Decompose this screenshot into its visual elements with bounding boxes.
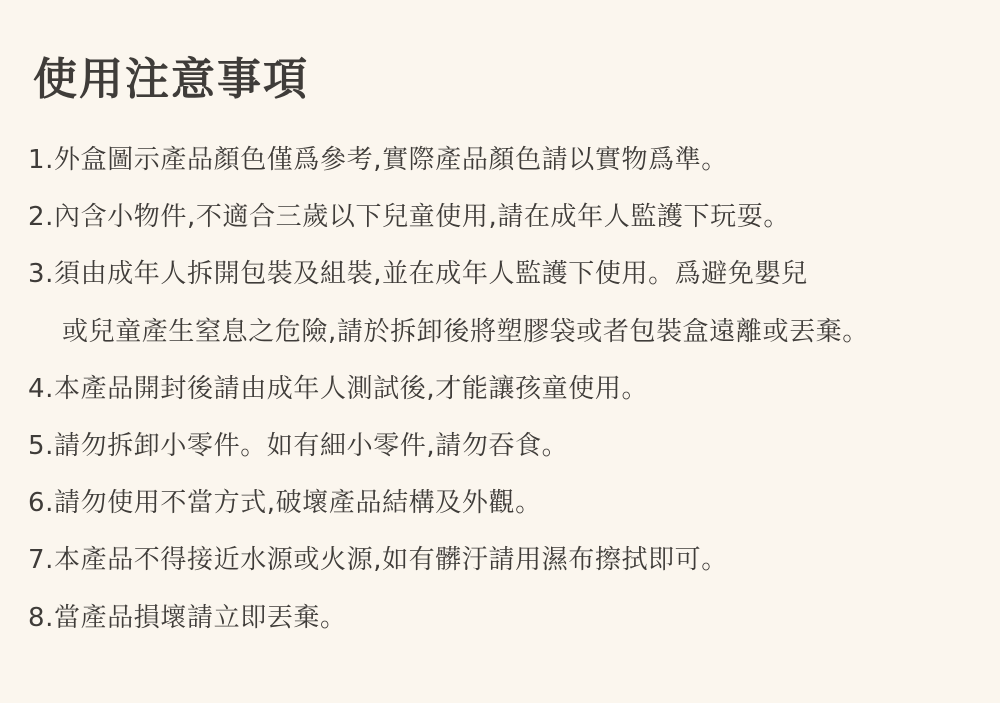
note-item-3: 3.須由成年人拆開包裝及組裝,並在成年人監護下使用。爲避免嬰兒: [28, 259, 808, 290]
page-title: 使用注意事項: [33, 54, 309, 105]
note-item-1: 1.外盒圖示產品顏色僅爲參考,實際產品顏色請以實物爲準。: [28, 145, 728, 175]
note-item-3-continued: 或兒童產生窒息之危險,請於拆卸後將塑膠袋或者包裝盒遠離或丟棄。: [62, 316, 869, 347]
notes-list: [28, 132, 1000, 647]
note-item-8: 8.當產品損壞請立即丟棄。: [28, 602, 347, 633]
note-item-6: 6.請勿使用不當方式,破壞產品結構及外觀。: [28, 488, 542, 519]
note-item-5: 5.請勿拆卸小零件。如有細小零件,請勿吞食。: [28, 430, 569, 461]
note-item-4: 4.本產品開封後請由成年人測試後,才能讓孩童使用。: [28, 373, 649, 404]
note-item-2: 2.內含小物件,不適合三歲以下兒童使用,請在成年人監護下玩耍。: [28, 202, 790, 233]
note-item-7: 7.本產品不得接近水源或火源,如有髒汙請用濕布擦拭即可。: [28, 545, 728, 576]
